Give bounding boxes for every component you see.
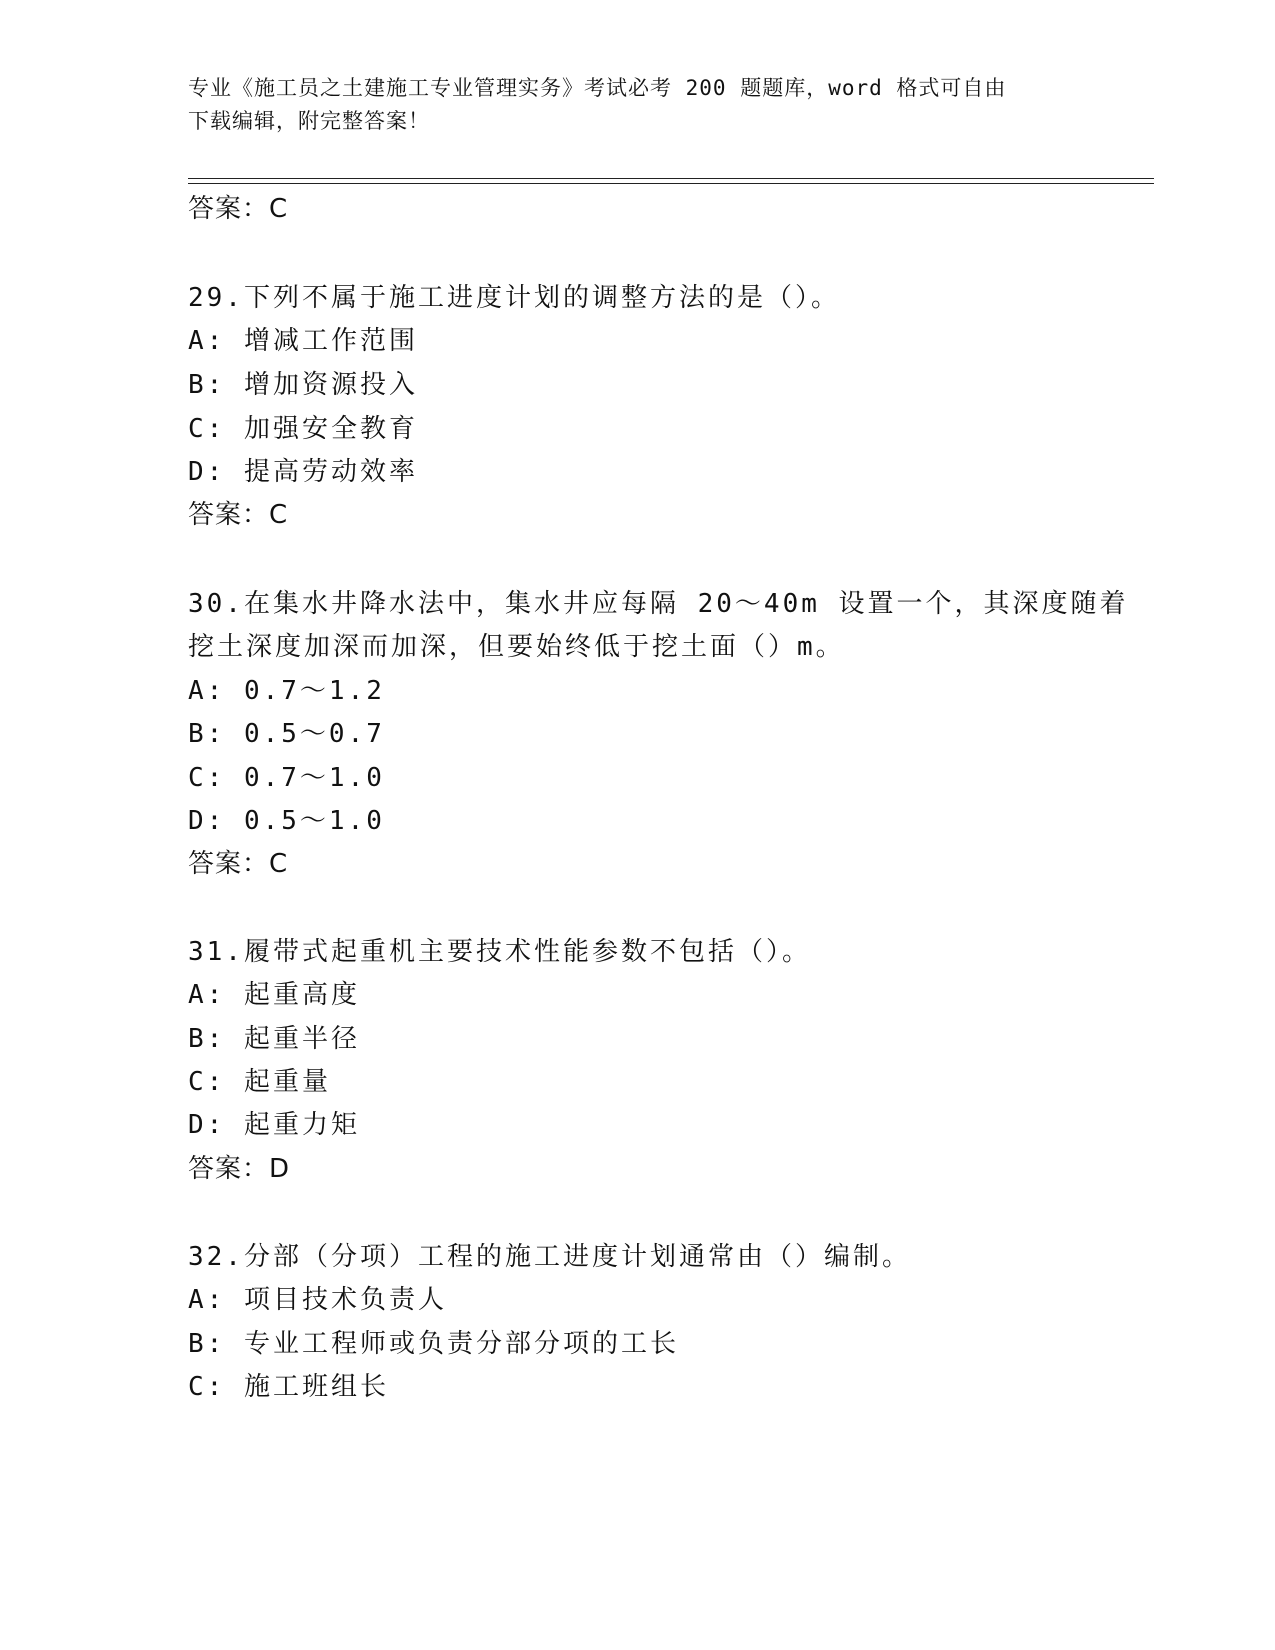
question-30-option-d: D: 0.5～1.0 xyxy=(188,806,385,836)
question-31-option-d: D: 起重力矩 xyxy=(188,1110,360,1140)
header-rule-bottom xyxy=(188,183,1154,184)
question-31-answer: 答案：D xyxy=(188,1154,291,1184)
question-32-stem: 32.分部（分项）工程的施工进度计划通常由（）编制。 xyxy=(188,1242,911,1272)
header-rule-top xyxy=(188,178,1154,179)
question-32-option-b: B: 专业工程师或负责分部分项的工长 xyxy=(188,1329,679,1359)
question-30-option-c: C: 0.7～1.0 xyxy=(188,763,385,793)
question-32-option-a: A: 项目技术负责人 xyxy=(188,1285,447,1315)
question-32-option-c: C: 施工班组长 xyxy=(188,1372,389,1402)
question-30-stem-line-2: 挖土深度加深而加深，但要始终低于挖土面（）m。 xyxy=(188,632,845,662)
document-header xyxy=(188,72,1068,138)
question-30-option-a: A: 0.7～1.2 xyxy=(188,676,385,706)
header-line-2: 下载编辑，附完整答案！ xyxy=(188,109,430,133)
question-31-option-c: C: 起重量 xyxy=(188,1067,331,1097)
question-29-option-d: D: 提高劳动效率 xyxy=(188,457,418,487)
answer-previous: 答案：C xyxy=(188,194,289,224)
question-30-answer: 答案：C xyxy=(188,849,289,879)
header-line-1: 专业《施工员之土建施工专业管理实务》考试必考 200 题题库，word 格式可自由 xyxy=(188,76,1007,100)
question-29-option-a: A: 增减工作范围 xyxy=(188,326,418,356)
question-31-option-b: B: 起重半径 xyxy=(188,1024,360,1054)
question-29-option-c: C: 加强安全教育 xyxy=(188,414,418,444)
question-29-answer: 答案：C xyxy=(188,500,289,530)
question-30-stem-line-1: 30.在集水井降水法中，集水井应每隔 20～40m 设置一个，其深度随着 xyxy=(188,589,1129,619)
question-31-stem: 31.履带式起重机主要技术性能参数不包括（）。 xyxy=(188,937,811,967)
question-29-option-b: B: 增加资源投入 xyxy=(188,370,418,400)
question-30-option-b: B: 0.5～0.7 xyxy=(188,719,385,749)
question-29-stem: 29.下列不属于施工进度计划的调整方法的是（）。 xyxy=(188,283,840,313)
question-31-option-a: A: 起重高度 xyxy=(188,980,360,1010)
